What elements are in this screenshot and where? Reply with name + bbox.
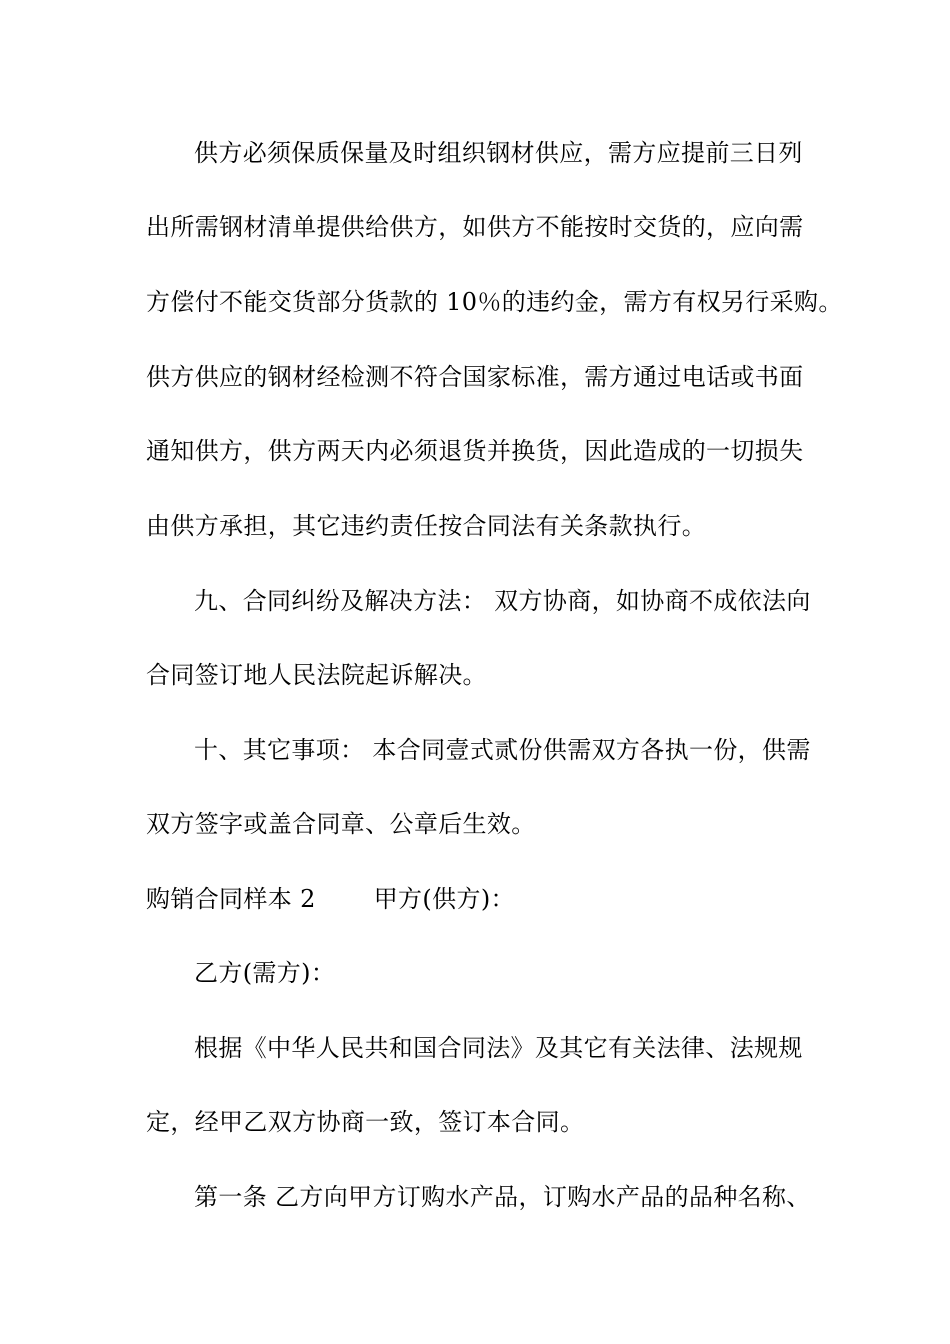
paragraph-line: 出所需钢材清单提供给供方，如供方不能按时交货的，应向需 (146, 213, 804, 241)
section-heading (146, 884, 515, 914)
paragraph-line: 供方供应的钢材经检测不符合国家标准，需方通过电话或书面 (146, 363, 804, 391)
party-a-label: 甲方(供方)： (373, 885, 515, 913)
party-b-label: 乙方(需方)： (194, 959, 336, 987)
paragraph-line: 合同签订地人民法院起诉解决。 (146, 661, 487, 689)
paragraph-line: 定，经甲乙双方协商一致，签订本合同。 (146, 1108, 585, 1136)
paragraph-line: 根据《中华人民共和国合同法》及其它有关法律、法规规 (194, 1034, 803, 1062)
article-one-line: 第一条 乙方向甲方订购水产品，订购水产品的品种名称、 (194, 1183, 811, 1211)
paragraph-line: 通知供方，供方两天内必须退货并换货，因此造成的一切损失 (146, 437, 804, 465)
paragraph-line: 由供方承担，其它违约责任按合同法有关条款执行。 (146, 512, 707, 540)
contract-title: 购销合同样本 2 (146, 885, 316, 913)
clause-ten-line: 十、其它事项： 本合同壹式贰份供需双方各执一份，供需 (194, 736, 811, 764)
paragraph-line: 供方必须保质保量及时组织钢材供应，需方应提前三日列 (194, 139, 803, 167)
paragraph-line: 双方签字或盖合同章、公章后生效。 (146, 810, 536, 838)
paragraph-line: 方偿付不能交货部分货款的 10％的违约金，需方有权另行采购。 (146, 288, 843, 316)
clause-nine-line: 九、合同纠纷及解决方法： 双方协商，如协商不成依法向 (194, 587, 811, 615)
